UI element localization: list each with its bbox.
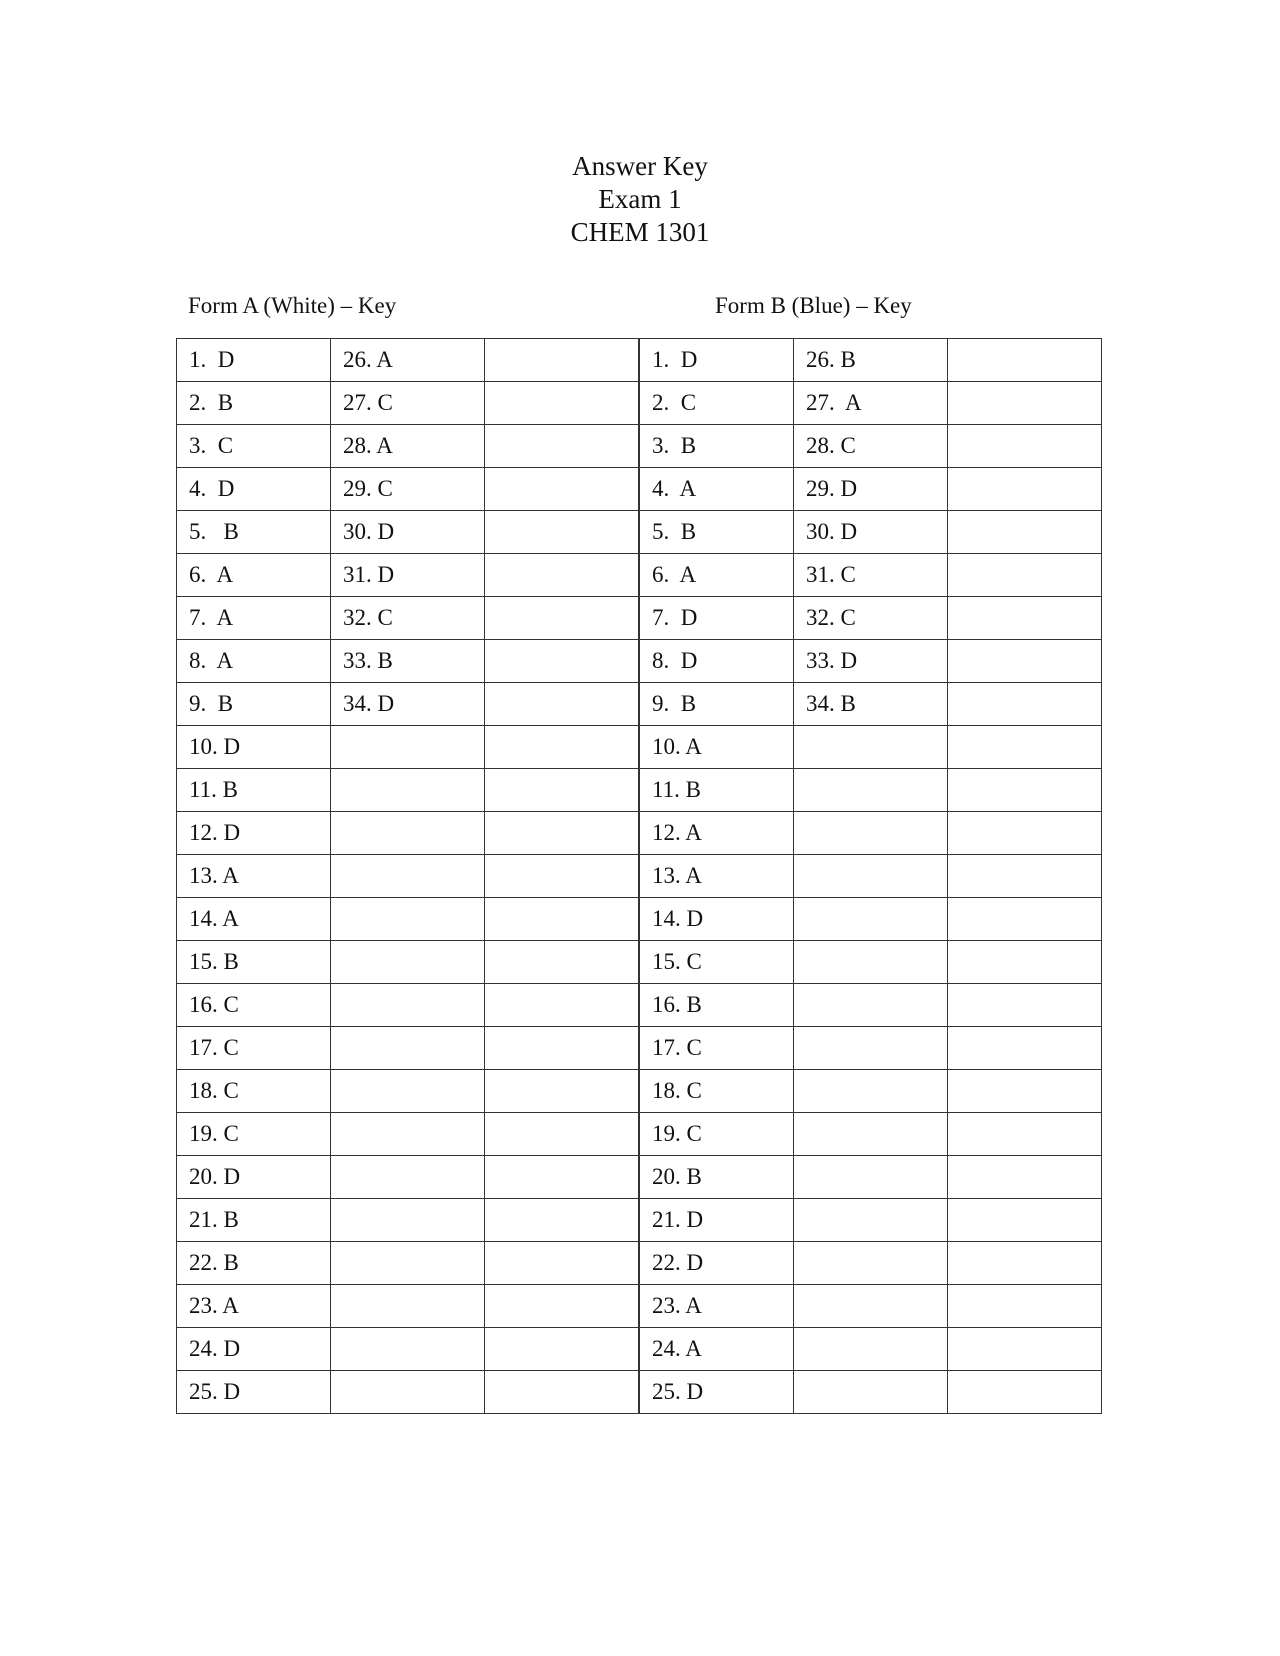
document-header	[0, 150, 1280, 249]
table-row	[640, 683, 1102, 726]
answer-cell: 20. B	[640, 1156, 794, 1199]
answer-cell: 13. A	[177, 855, 331, 898]
answer-cell	[485, 683, 639, 726]
table-row	[177, 898, 639, 941]
answer-cell	[948, 984, 1102, 1027]
table-row	[177, 1328, 639, 1371]
answer-cell: 31. C	[794, 554, 948, 597]
answer-cell: 14. A	[177, 898, 331, 941]
answer-cell: 25. D	[640, 1371, 794, 1414]
answer-cell	[948, 554, 1102, 597]
answer-cell	[948, 382, 1102, 425]
answer-cell: 17. C	[177, 1027, 331, 1070]
answer-cell: 18. C	[640, 1070, 794, 1113]
answer-cell: 28. A	[331, 425, 485, 468]
answer-cell	[794, 1328, 948, 1371]
table-row	[177, 554, 639, 597]
answer-cell: 22. D	[640, 1242, 794, 1285]
table-row	[640, 1285, 1102, 1328]
answer-cell	[331, 1113, 485, 1156]
answer-cell	[485, 597, 639, 640]
answer-cell	[485, 769, 639, 812]
answer-cell	[794, 726, 948, 769]
answer-cell: 29. D	[794, 468, 948, 511]
table-row	[177, 769, 639, 812]
answer-cell: 6. A	[640, 554, 794, 597]
table-row	[177, 726, 639, 769]
table-row	[640, 855, 1102, 898]
answer-cell: 32. C	[331, 597, 485, 640]
answer-cell	[948, 597, 1102, 640]
answer-cell: 11. B	[640, 769, 794, 812]
table-row	[177, 812, 639, 855]
table-row	[640, 726, 1102, 769]
answer-cell: 3. C	[177, 425, 331, 468]
answer-cell	[794, 1113, 948, 1156]
answer-cell	[948, 898, 1102, 941]
answer-cell	[485, 1242, 639, 1285]
table-row	[640, 554, 1102, 597]
table-row	[640, 1070, 1102, 1113]
answer-cell	[485, 425, 639, 468]
answer-cell	[948, 1328, 1102, 1371]
table-row	[177, 640, 639, 683]
table-row	[640, 382, 1102, 425]
table-row	[177, 1113, 639, 1156]
answer-cell	[331, 898, 485, 941]
answer-cell	[948, 339, 1102, 382]
answer-cell: 21. B	[177, 1199, 331, 1242]
answer-cell: 34. D	[331, 683, 485, 726]
table-row	[177, 339, 639, 382]
answer-cell: 9. B	[177, 683, 331, 726]
table-row	[640, 1242, 1102, 1285]
form-a-answer-table	[176, 338, 639, 1414]
table-row	[640, 1156, 1102, 1199]
answer-cell	[794, 1242, 948, 1285]
answer-cell: 26. A	[331, 339, 485, 382]
answer-cell: 1. D	[177, 339, 331, 382]
table-row	[177, 1199, 639, 1242]
answer-cell: 4. D	[177, 468, 331, 511]
answer-cell: 33. B	[331, 640, 485, 683]
answer-cell	[948, 1242, 1102, 1285]
table-row	[177, 1371, 639, 1414]
answer-cell: 32. C	[794, 597, 948, 640]
answer-cell: 12. A	[640, 812, 794, 855]
answer-cell: 3. B	[640, 425, 794, 468]
answer-cell: 30. D	[794, 511, 948, 554]
answer-cell: 2. C	[640, 382, 794, 425]
table-row	[640, 1027, 1102, 1070]
table-row	[177, 1285, 639, 1328]
answer-cell: 6. A	[177, 554, 331, 597]
answer-cell: 12. D	[177, 812, 331, 855]
answer-cell: 29. C	[331, 468, 485, 511]
answer-cell: 25. D	[177, 1371, 331, 1414]
answer-cell: 9. B	[640, 683, 794, 726]
table-row	[177, 855, 639, 898]
answer-cell: 33. D	[794, 640, 948, 683]
answer-cell	[948, 1371, 1102, 1414]
answer-cell	[485, 941, 639, 984]
answer-cell	[948, 511, 1102, 554]
answer-cell	[485, 1285, 639, 1328]
table-row	[640, 898, 1102, 941]
answer-cell	[948, 1027, 1102, 1070]
table-row	[640, 1371, 1102, 1414]
title-exam: Exam 1	[598, 184, 682, 214]
answer-cell	[794, 1199, 948, 1242]
table-row	[177, 597, 639, 640]
answer-cell: 15. C	[640, 941, 794, 984]
answer-cell	[485, 984, 639, 1027]
answer-cell: 14. D	[640, 898, 794, 941]
answer-cell: 19. C	[177, 1113, 331, 1156]
answer-cell	[794, 898, 948, 941]
answer-cell: 17. C	[640, 1027, 794, 1070]
answer-cell: 30. D	[331, 511, 485, 554]
answer-cell: 28. C	[794, 425, 948, 468]
answer-cell	[331, 1242, 485, 1285]
answer-cell	[331, 855, 485, 898]
answer-cell	[948, 1113, 1102, 1156]
table-row	[640, 1199, 1102, 1242]
table-row	[640, 941, 1102, 984]
answer-cell	[948, 1285, 1102, 1328]
answer-cell: 24. D	[177, 1328, 331, 1371]
answer-cell	[794, 1027, 948, 1070]
answer-cell	[485, 554, 639, 597]
table-row	[640, 511, 1102, 554]
answer-cell: 7. A	[177, 597, 331, 640]
answer-cell	[331, 726, 485, 769]
answer-cell	[485, 1371, 639, 1414]
answer-cell: 26. B	[794, 339, 948, 382]
answer-cell: 16. C	[177, 984, 331, 1027]
table-row	[177, 1027, 639, 1070]
answer-cell	[485, 511, 639, 554]
answer-cell: 34. B	[794, 683, 948, 726]
answer-cell	[485, 1113, 639, 1156]
title-course: CHEM 1301	[570, 217, 710, 247]
answer-cell	[948, 683, 1102, 726]
answer-cell	[948, 812, 1102, 855]
table-row	[177, 468, 639, 511]
answer-cell: 13. A	[640, 855, 794, 898]
table-row	[177, 941, 639, 984]
answer-cell: 8. D	[640, 640, 794, 683]
answer-cell: 21. D	[640, 1199, 794, 1242]
answer-cell	[948, 726, 1102, 769]
table-row	[177, 382, 639, 425]
answer-cell	[331, 941, 485, 984]
answer-cell	[948, 769, 1102, 812]
table-row	[640, 1113, 1102, 1156]
answer-cell	[331, 769, 485, 812]
answer-cell: 8. A	[177, 640, 331, 683]
answer-cell: 18. C	[177, 1070, 331, 1113]
answer-cell: 27. A	[794, 382, 948, 425]
table-row	[640, 425, 1102, 468]
answer-cell: 1. D	[640, 339, 794, 382]
answer-cell	[485, 1027, 639, 1070]
answer-cell	[485, 468, 639, 511]
table-row	[177, 1156, 639, 1199]
table-row	[640, 339, 1102, 382]
answer-cell: 5. B	[177, 511, 331, 554]
answer-cell: 15. B	[177, 941, 331, 984]
answer-cell	[794, 812, 948, 855]
answer-cell	[948, 941, 1102, 984]
answer-cell: 11. B	[177, 769, 331, 812]
answer-cell	[485, 382, 639, 425]
answer-cell	[331, 1285, 485, 1328]
answer-cell	[794, 1285, 948, 1328]
answer-cell: 10. A	[640, 726, 794, 769]
table-row	[640, 769, 1102, 812]
answer-cell: 19. C	[640, 1113, 794, 1156]
table-row	[177, 683, 639, 726]
table-row	[177, 984, 639, 1027]
answer-cell	[485, 1156, 639, 1199]
answer-cell	[485, 1199, 639, 1242]
table-row	[640, 984, 1102, 1027]
answer-cell	[948, 855, 1102, 898]
answer-cell: 23. A	[640, 1285, 794, 1328]
answer-cell	[485, 855, 639, 898]
answer-cell	[794, 1070, 948, 1113]
answer-cell	[794, 769, 948, 812]
table-row	[640, 812, 1102, 855]
table-row	[640, 1328, 1102, 1371]
answer-cell	[948, 1156, 1102, 1199]
answer-cell	[331, 1371, 485, 1414]
answer-cell: 23. A	[177, 1285, 331, 1328]
table-row	[640, 597, 1102, 640]
answer-cell	[948, 640, 1102, 683]
answer-cell	[485, 812, 639, 855]
answer-cell	[485, 339, 639, 382]
answer-cell: 16. B	[640, 984, 794, 1027]
answer-cell: 22. B	[177, 1242, 331, 1285]
answer-cell: 31. D	[331, 554, 485, 597]
answer-cell: 20. D	[177, 1156, 331, 1199]
form-b-label: Form B (Blue) – Key	[715, 293, 912, 318]
answer-cell	[331, 1328, 485, 1371]
answer-cell	[794, 1371, 948, 1414]
answer-cell: 2. B	[177, 382, 331, 425]
answer-cell	[794, 855, 948, 898]
answer-cell	[948, 1070, 1102, 1113]
answer-cell	[794, 984, 948, 1027]
table-row	[177, 511, 639, 554]
answer-cell	[948, 468, 1102, 511]
answer-cell: 7. D	[640, 597, 794, 640]
table-row	[177, 1242, 639, 1285]
answer-cell	[794, 941, 948, 984]
answer-cell	[485, 898, 639, 941]
answer-cell	[485, 1328, 639, 1371]
answer-cell	[331, 1070, 485, 1113]
answer-cell	[331, 1156, 485, 1199]
table-row	[640, 468, 1102, 511]
answer-cell	[485, 1070, 639, 1113]
table-row	[177, 1070, 639, 1113]
table-row	[177, 425, 639, 468]
table-row	[640, 640, 1102, 683]
answer-cell	[948, 425, 1102, 468]
answer-cell: 24. A	[640, 1328, 794, 1371]
form-a-label: Form A (White) – Key	[188, 293, 397, 318]
answer-cell: 5. B	[640, 511, 794, 554]
answer-cell	[331, 1199, 485, 1242]
answer-cell: 10. D	[177, 726, 331, 769]
answer-cell	[331, 812, 485, 855]
answer-cell	[948, 1199, 1102, 1242]
answer-cell	[794, 1156, 948, 1199]
title-answer-key: Answer Key	[572, 151, 708, 181]
form-b-answer-table	[639, 338, 1102, 1414]
answer-cell	[331, 1027, 485, 1070]
answer-cell	[331, 984, 485, 1027]
answer-cell	[485, 640, 639, 683]
answer-cell	[485, 726, 639, 769]
answer-cell: 27. C	[331, 382, 485, 425]
answer-cell: 4. A	[640, 468, 794, 511]
